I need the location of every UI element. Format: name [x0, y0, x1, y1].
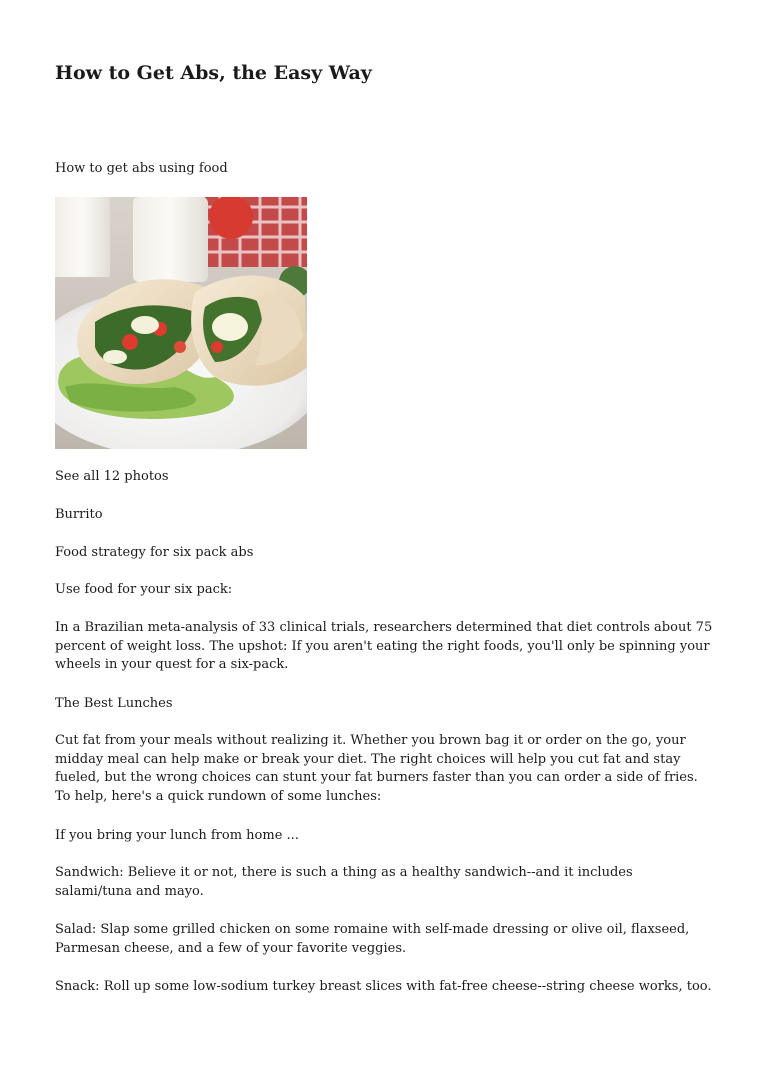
cut-fat-paragraph: Cut fat from your meals without realizing it. Whether you brown bag it or order on the go, your midday meal can help make or break your diet. The right choices will help you cut fat and stay fueled, but the wrong choices can stunt your fat burners faster than you can order a side of fries. To help, here's a quick rundown of some lunches: [55, 733, 698, 804]
intro-text: How to get abs using food [55, 161, 228, 176]
photo-label: Burrito [55, 507, 103, 522]
sandwich-paragraph: Sandwich: Believe it or not, there is such a thing as a healthy sandwich--and it includes salami/tuna and mayo. [55, 865, 633, 899]
strategy-heading: Food strategy for six pack abs [55, 545, 254, 560]
salad-paragraph: Salad: Slap some grilled chicken on some romaine with self-made dressing or olive oil, flaxseed, Parmesan cheese, and a few of your favorite veggies. [55, 922, 690, 956]
snack-paragraph: Snack: Roll up some low-sodium turkey breast slices with fat-free cheese--string cheese works, too. [55, 979, 712, 994]
best-lunches-heading: The Best Lunches [55, 696, 173, 711]
document-title: How to Get Abs, the Easy Way [55, 62, 372, 84]
burrito-photo [55, 197, 307, 449]
use-food-text: Use food for your six pack: [55, 582, 233, 597]
meta-analysis-paragraph: In a Brazilian meta-analysis of 33 clinical trials, researchers determined that diet controls about 75 percent of weight loss. The upshot: If you aren't eating the right foods, you'll only be spinning your wheels in your quest for a six-pack. [55, 620, 713, 672]
bring-lunch-text: If you bring your lunch from home ... [55, 828, 299, 843]
photo-caption-link[interactable]: See all 12 photos [55, 469, 169, 484]
